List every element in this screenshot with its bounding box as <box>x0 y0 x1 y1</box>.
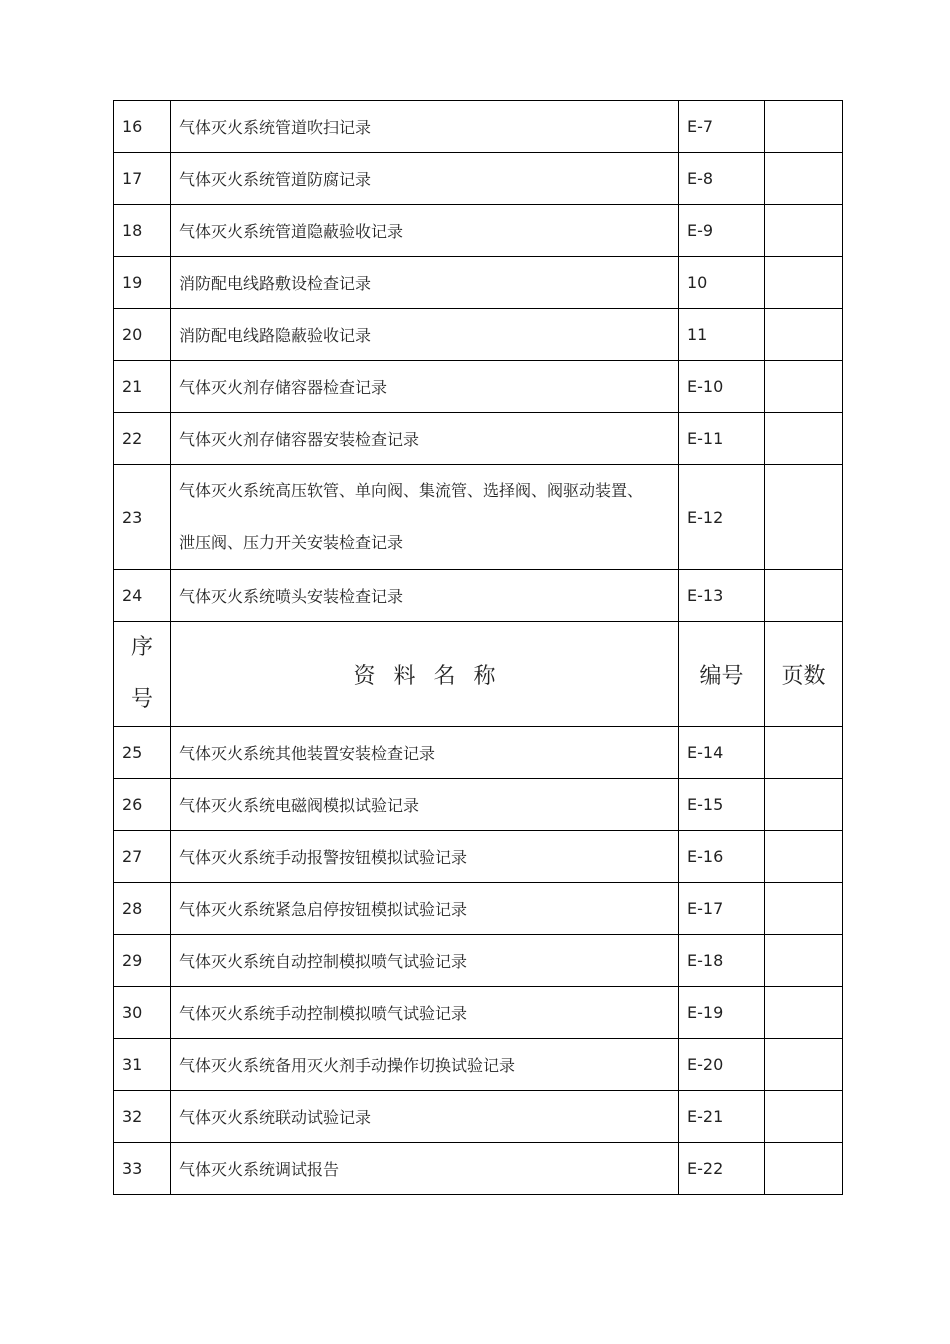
page-count <box>765 779 843 831</box>
header-sequence-number <box>114 622 171 727</box>
page-count <box>765 883 843 935</box>
table-row <box>114 309 843 361</box>
document-code: E-15 <box>679 779 765 831</box>
document-code: E-20 <box>679 1039 765 1091</box>
document-code: E-14 <box>679 727 765 779</box>
document-name-line-2: 泄压阀、压力开关安装检查记录 <box>179 533 404 552</box>
page-count <box>765 1039 843 1091</box>
document-name: 气体灭火系统喷头安装检查记录 <box>171 570 679 622</box>
document-code: E-18 <box>679 935 765 987</box>
page-count <box>765 727 843 779</box>
row-number: 31 <box>114 1039 171 1091</box>
page-count <box>765 570 843 622</box>
table-row <box>114 779 843 831</box>
page-count <box>765 257 843 309</box>
document-code: E-16 <box>679 831 765 883</box>
page-count <box>765 101 843 153</box>
page-count <box>765 935 843 987</box>
row-number: 24 <box>114 570 171 622</box>
table-row <box>114 935 843 987</box>
document-code: 10 <box>679 257 765 309</box>
row-number: 27 <box>114 831 171 883</box>
row-number: 22 <box>114 413 171 465</box>
header-seq-char-1: 序 <box>130 635 153 660</box>
document-code: E-19 <box>679 987 765 1039</box>
document-code: E-9 <box>679 205 765 257</box>
document-code: E-7 <box>679 101 765 153</box>
document-code: E-8 <box>679 153 765 205</box>
row-number: 20 <box>114 309 171 361</box>
document-name: 气体灭火系统联动试验记录 <box>171 1091 679 1143</box>
document-code: E-17 <box>679 883 765 935</box>
table-header-row <box>114 622 843 727</box>
document-name: 消防配电线路隐蔽验收记录 <box>171 309 679 361</box>
table-row <box>114 727 843 779</box>
header-document-name <box>171 622 679 727</box>
document-name: 气体灭火系统备用灭火剂手动操作切换试验记录 <box>171 1039 679 1091</box>
row-number: 18 <box>114 205 171 257</box>
page-count <box>765 465 843 570</box>
document-name: 气体灭火系统管道防腐记录 <box>171 153 679 205</box>
page-count <box>765 987 843 1039</box>
document-name: 气体灭火剂存储容器安装检查记录 <box>171 413 679 465</box>
page-count <box>765 205 843 257</box>
document-code: E-11 <box>679 413 765 465</box>
header-document-name-text: 资料名称 <box>353 663 514 689</box>
page-count <box>765 361 843 413</box>
row-number: 30 <box>114 987 171 1039</box>
document-name: 气体灭火系统自动控制模拟喷气试验记录 <box>171 935 679 987</box>
table-row <box>114 1143 843 1195</box>
document-code: E-12 <box>679 465 765 570</box>
document-name: 气体灭火系统其他装置安装检查记录 <box>171 727 679 779</box>
document-code: E-13 <box>679 570 765 622</box>
page-count <box>765 153 843 205</box>
table-row <box>114 465 843 570</box>
page-count <box>765 309 843 361</box>
document-code: E-21 <box>679 1091 765 1143</box>
document-name: 气体灭火系统手动控制模拟喷气试验记录 <box>171 987 679 1039</box>
table-row <box>114 1091 843 1143</box>
document-name: 气体灭火系统管道隐蔽验收记录 <box>171 205 679 257</box>
table-row <box>114 987 843 1039</box>
document-name: 气体灭火系统调试报告 <box>171 1143 679 1195</box>
row-number: 21 <box>114 361 171 413</box>
document-code: 11 <box>679 309 765 361</box>
row-number: 29 <box>114 935 171 987</box>
table-row <box>114 570 843 622</box>
document-code: E-22 <box>679 1143 765 1195</box>
row-number: 17 <box>114 153 171 205</box>
row-number: 26 <box>114 779 171 831</box>
document-index-table <box>113 100 843 1195</box>
row-number: 23 <box>114 465 171 570</box>
row-number: 28 <box>114 883 171 935</box>
header-seq-char-2: 号 <box>130 687 153 712</box>
row-number: 32 <box>114 1091 171 1143</box>
header-code: 编号 <box>679 622 765 727</box>
page-count <box>765 831 843 883</box>
table-row <box>114 831 843 883</box>
table-row <box>114 153 843 205</box>
page-count <box>765 1091 843 1143</box>
table-row <box>114 1039 843 1091</box>
row-number: 33 <box>114 1143 171 1195</box>
table-row <box>114 205 843 257</box>
page-count <box>765 413 843 465</box>
table-row <box>114 413 843 465</box>
table-row <box>114 883 843 935</box>
document-name: 气体灭火系统手动报警按钮模拟试验记录 <box>171 831 679 883</box>
row-number: 19 <box>114 257 171 309</box>
row-number: 16 <box>114 101 171 153</box>
page-count <box>765 1143 843 1195</box>
table-row <box>114 361 843 413</box>
document-name: 消防配电线路敷设检查记录 <box>171 257 679 309</box>
document-name: 气体灭火剂存储容器检查记录 <box>171 361 679 413</box>
header-pages: 页数 <box>765 622 843 727</box>
document-name: 气体灭火系统电磁阀模拟试验记录 <box>171 779 679 831</box>
document-name <box>171 465 679 570</box>
row-number: 25 <box>114 727 171 779</box>
document-name: 气体灭火系统紧急启停按钮模拟试验记录 <box>171 883 679 935</box>
table-row <box>114 257 843 309</box>
table-row <box>114 101 843 153</box>
document-name: 气体灭火系统管道吹扫记录 <box>171 101 679 153</box>
document-code: E-10 <box>679 361 765 413</box>
document-name-line-1: 气体灭火系统高压软管、单向阀、集流管、选择阀、阀驱动装置、 <box>179 481 644 500</box>
